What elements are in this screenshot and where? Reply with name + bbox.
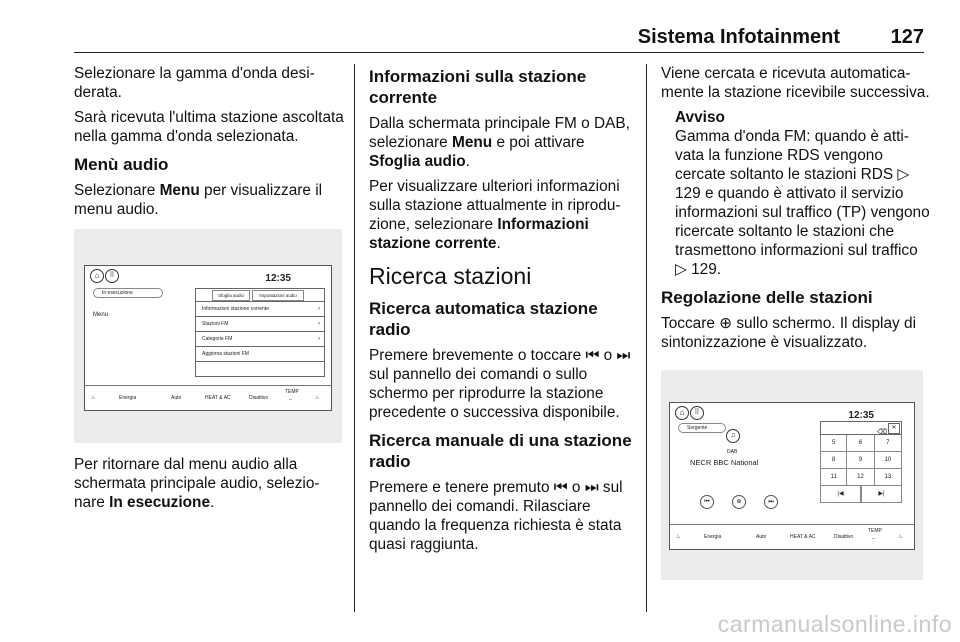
- column-divider: [646, 64, 647, 612]
- apps-icon: ⠿: [105, 269, 119, 283]
- heading-auto-search: Ricerca automatica stazione radio: [369, 299, 598, 339]
- page-reference: ▷ 129: [675, 261, 717, 278]
- keypad-prev-key: |◀: [820, 486, 861, 503]
- tuning-screenshot: [661, 370, 923, 580]
- seat-heat-icon: ♨: [315, 395, 320, 401]
- energy-label: Energia: [119, 395, 137, 401]
- frequency-display: [820, 421, 902, 435]
- chevron-right-icon: ›: [318, 321, 320, 327]
- next-track-icon: ⏭: [616, 347, 631, 364]
- keypad-key: 9: [847, 452, 874, 469]
- auto-label: Auto: [171, 395, 182, 401]
- now-playing-button: In esecuzione: [93, 288, 163, 298]
- keypad-key: 11: [820, 469, 847, 486]
- temp-value: --: [289, 397, 293, 403]
- apps-icon: ⠿: [690, 406, 704, 420]
- backspace-icon: ⌫: [877, 429, 887, 436]
- keypad-key: 5: [820, 435, 847, 452]
- column-divider: [354, 64, 355, 612]
- keypad-nav: [820, 486, 902, 503]
- clock: 12:35: [265, 273, 291, 284]
- keypad-grid: [820, 435, 902, 486]
- radio-icon: ♫: [726, 429, 740, 443]
- temp-value: --: [872, 536, 876, 542]
- infotainment-screen: [84, 265, 332, 411]
- heading-station-tuning: Regolazione delle stazioni: [661, 288, 873, 307]
- close-icon: ✕: [888, 423, 900, 434]
- heat-ac-label: HEAT & AC: [205, 395, 231, 401]
- menu-row: Stazioni FM ›: [195, 317, 325, 332]
- paragraph: Viene cercata e ricevuta automaticamente la stazione ricevibile successiva.: [661, 65, 930, 101]
- browse-audio-button: Sfoglia audio: [212, 290, 250, 301]
- keypad-key: 7: [875, 435, 902, 452]
- column-1: [74, 64, 344, 518]
- home-icon: ⌂: [90, 269, 104, 283]
- audio-settings-button: Impostazioni audio: [252, 290, 304, 301]
- menu-row: Informazioni stazione corrente ›: [195, 302, 325, 317]
- temp-label: TEMP: [285, 389, 299, 395]
- energy-label: Energia: [704, 534, 722, 540]
- heading-audio-menu: Menù audio: [74, 155, 169, 174]
- disattivo-label: Disattivo: [249, 395, 269, 401]
- keypad-key: 10: [875, 452, 902, 469]
- audio-menu-screenshot: [74, 229, 342, 443]
- next-track-icon: ⏭: [584, 479, 599, 496]
- paragraph: Sarà ricevuta l'ultima stazione ascoltata nella gamma d'onda selezionata.: [74, 109, 344, 145]
- menu-row: Aggiorna stazioni FM: [195, 347, 325, 362]
- source-button: Sorgente: [678, 423, 726, 433]
- note-box: [661, 108, 931, 279]
- chevron-right-icon: ›: [318, 336, 320, 342]
- band-label: DAB: [727, 449, 738, 455]
- paragraph: Premere brevemente o toccare ⏮ o ⏭ sul pannello dei comandi o sullo schermo per riprodurre la stazione precedente o successiva disponibile.: [369, 347, 631, 421]
- seat-heat-icon: ♨: [91, 395, 96, 401]
- prev-track-icon: ⏮: [553, 479, 568, 496]
- paragraph: Selezionare la gamma d'onda desiderata.: [74, 65, 315, 101]
- station-name: NECR BBC National: [690, 458, 759, 467]
- column-3: [661, 64, 931, 592]
- clock: 12:35: [848, 410, 874, 421]
- watermark: carmanualsonline.info: [717, 611, 952, 637]
- keypad-next-key: ▶|: [861, 486, 902, 503]
- paragraph: Per ritornare dal menu audio alla schermata principale audio, selezionare In esecuzione.: [74, 456, 320, 511]
- page-reference: ▷ 129: [675, 166, 910, 202]
- prev-track-icon: ⏮: [585, 347, 600, 364]
- auto-label: Auto: [756, 534, 767, 540]
- menu-row: [195, 362, 325, 377]
- seat-heat-icon: ♨: [676, 534, 681, 540]
- menu-list: [195, 288, 325, 377]
- menu-label: Menu: [93, 312, 109, 318]
- seek-back-icon: ⏮: [700, 495, 714, 509]
- heat-ac-label: HEAT & AC: [790, 534, 816, 540]
- note-title: Avviso: [675, 109, 725, 126]
- keypad-key: 13: [875, 469, 902, 486]
- paragraph: Toccare ⊕ sullo schermo. Il display di sintonizzazione è visualizzato.: [661, 315, 916, 351]
- menu-row: Categorie FM ›: [195, 332, 325, 347]
- infotainment-screen: [669, 402, 915, 550]
- climate-bar: [85, 385, 331, 410]
- home-icon: ⌂: [675, 406, 689, 420]
- keypad-key: 8: [820, 452, 847, 469]
- climate-bar: [670, 524, 914, 549]
- paragraph: Premere e tenere premuto ⏮ o ⏭ sul pannello dei comandi. Rilasciare quando la frequenza richiesta è stata quasi raggiunta.: [369, 479, 623, 553]
- seek-forward-icon: ⏭: [764, 495, 778, 509]
- seat-heat-icon: ♨: [898, 534, 903, 540]
- header-title: Sistema Infotainment: [637, 26, 840, 48]
- disattivo-label: Disattivo: [834, 534, 854, 540]
- temp-label: TEMP: [868, 528, 882, 534]
- heading-station-info: Informazioni sulla stazione corrente: [369, 67, 587, 107]
- note-text: Gamma d'onda FM: quando è attivata la funzione RDS vengono cercate soltanto le stazioni RDS ▷ 129 e quando è attivato il servizio informazioni sul traffico (TP) vengono ricercate soltanto le stazioni che trasmettono informazioni sul traffico ▷ 129.: [675, 128, 930, 278]
- page-header: [74, 26, 924, 53]
- heading-manual-search: Ricerca manuale di una stazione radio: [369, 431, 632, 471]
- keypad-key: 6: [847, 435, 874, 452]
- tune-icon: ⊕: [719, 315, 733, 332]
- chevron-right-icon: ›: [318, 306, 320, 312]
- paragraph: Selezionare Menu per visualizzare il menu audio.: [74, 182, 323, 218]
- paragraph: Per visualizzare ulteriori informazioni sulla stazione attualmente in riproduzione, selezionare Informazioni stazione corrente.: [369, 178, 621, 252]
- keypad-key: 12: [847, 469, 874, 486]
- column-2: [369, 64, 639, 560]
- page-number: 127: [890, 26, 924, 48]
- heading-station-search: Ricerca stazioni: [369, 263, 532, 289]
- tuning-keypad: [820, 421, 902, 503]
- paragraph: Dalla schermata principale FM o DAB, selezionare Menu e poi attivare Sfoglia audio.: [369, 115, 630, 170]
- tune-icon: ⊕: [732, 495, 746, 509]
